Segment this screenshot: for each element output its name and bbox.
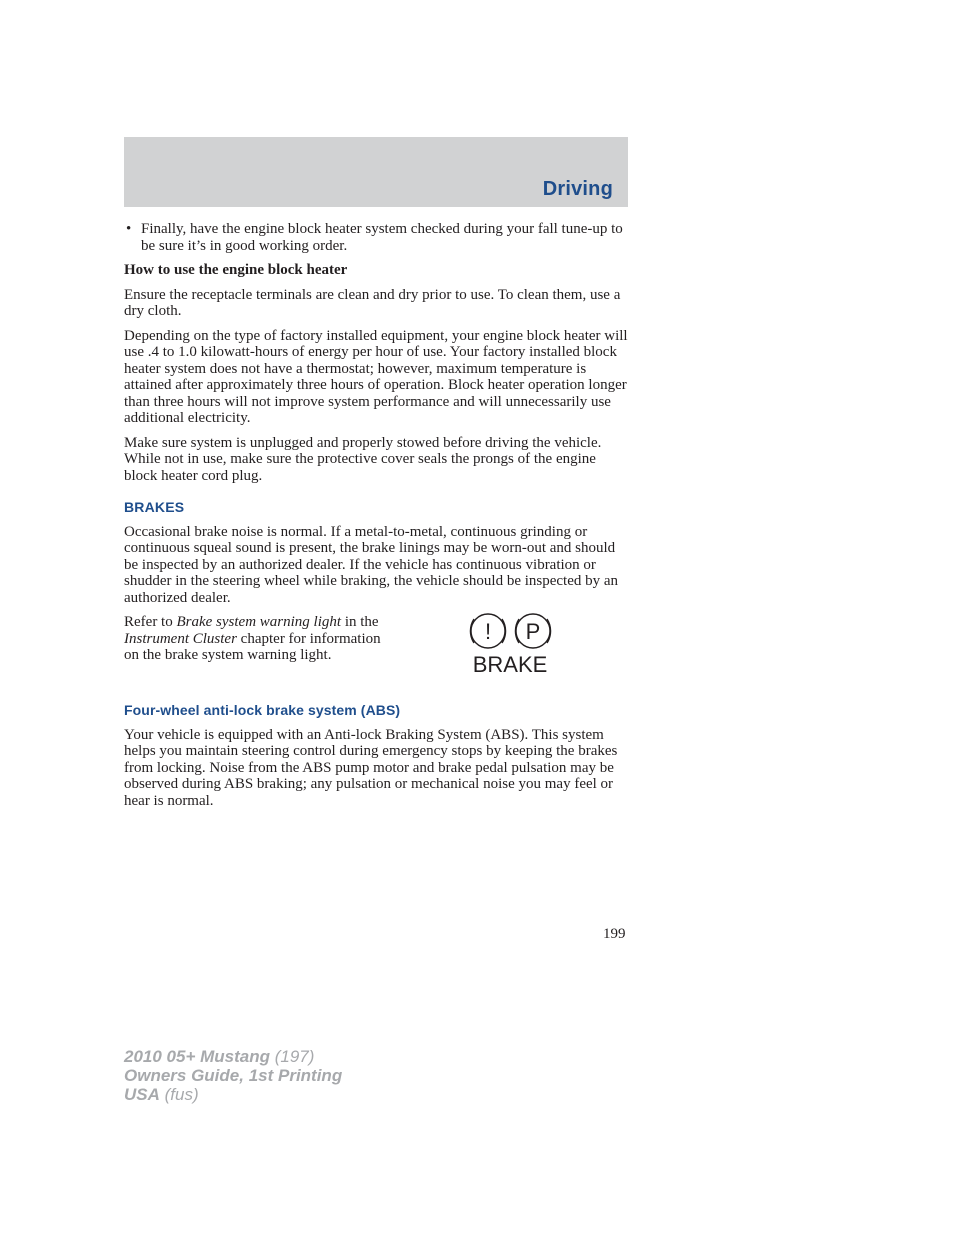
brake-warning-light-reference: Brake system warning light: [176, 614, 342, 630]
page-content: [124, 221, 630, 817]
footer-line-3: USA (fus): [124, 1085, 199, 1104]
exclamation-glyph: !: [484, 619, 492, 644]
chapter-header-band: [124, 137, 628, 207]
parking-p-glyph: P: [525, 619, 541, 644]
bullet-text: Finally, have the engine block heater system checked during your fall tune-up to be sure it’s in good working order.: [141, 221, 623, 254]
block-heater-paragraph-1: Ensure the receptacle terminals are clean and dry prior to use. To clean them, use a dry cloth.: [124, 286, 621, 319]
abs-heading: Four-wheel anti-lock brake system (ABS): [124, 702, 401, 718]
brakes-heading: BRAKES: [124, 499, 185, 515]
block-heater-paragraph-2: Depending on the type of factory installed equipment, your engine block heater will use .4 to 1.0 kilowatt-hours of energy per hour of use. Your factory installed block heater system does not have a thermostat; however, maximum temperature is attained after approximately three hours of operation. Block heater operation longer than three hours will not improve system performance and will unnecessarily use additional electricity.: [124, 327, 628, 426]
bullet-icon: •: [126, 221, 132, 237]
brake-label: BRAKE: [472, 652, 548, 677]
bullet-item: [124, 221, 630, 254]
brake-light-reference: [124, 614, 630, 682]
footer-line-1: 2010 05+ Mustang (197): [124, 1047, 315, 1066]
footer-line-2: Owners Guide, 1st Printing: [124, 1066, 343, 1085]
instrument-cluster-reference: Instrument Cluster: [124, 630, 237, 647]
print-footer: [124, 1047, 342, 1104]
brake-light-reference-text: Refer to Brake system warning light in the Instrument Cluster chapter for information on the brake system warning light.: [124, 614, 381, 663]
page-number: 199: [603, 926, 626, 942]
abs-paragraph: Your vehicle is equipped with an Anti-lock Braking System (ABS). This system helps you maintain steering control during emergency stops by keeping the brakes from locking. Noise from the ABS pump motor and brake pedal pulsation may be observed during ABS braking; any pulsation or mechanical noise you may feel or hear is normal.: [124, 726, 618, 809]
block-heater-paragraph-3: Make sure system is unplugged and properly stowed before driving the vehicle. While not in use, make sure the protective cover seals the prongs of the engine block heater cord plug.: [124, 434, 602, 484]
brake-warning-icon: [463, 609, 559, 679]
block-heater-heading: How to use the engine block heater: [124, 262, 348, 278]
brakes-paragraph: Occasional brake noise is normal. If a metal-to-metal, continuous grinding or continuous squeal sound is present, the brake linings may be worn-out and should be inspected by an authorized dealer. If the vehicle has continuous vibration or shudder in the steering wheel while braking, the vehicle should be inspected by an authorized dealer.: [124, 523, 619, 606]
chapter-title: Driving: [542, 178, 613, 200]
